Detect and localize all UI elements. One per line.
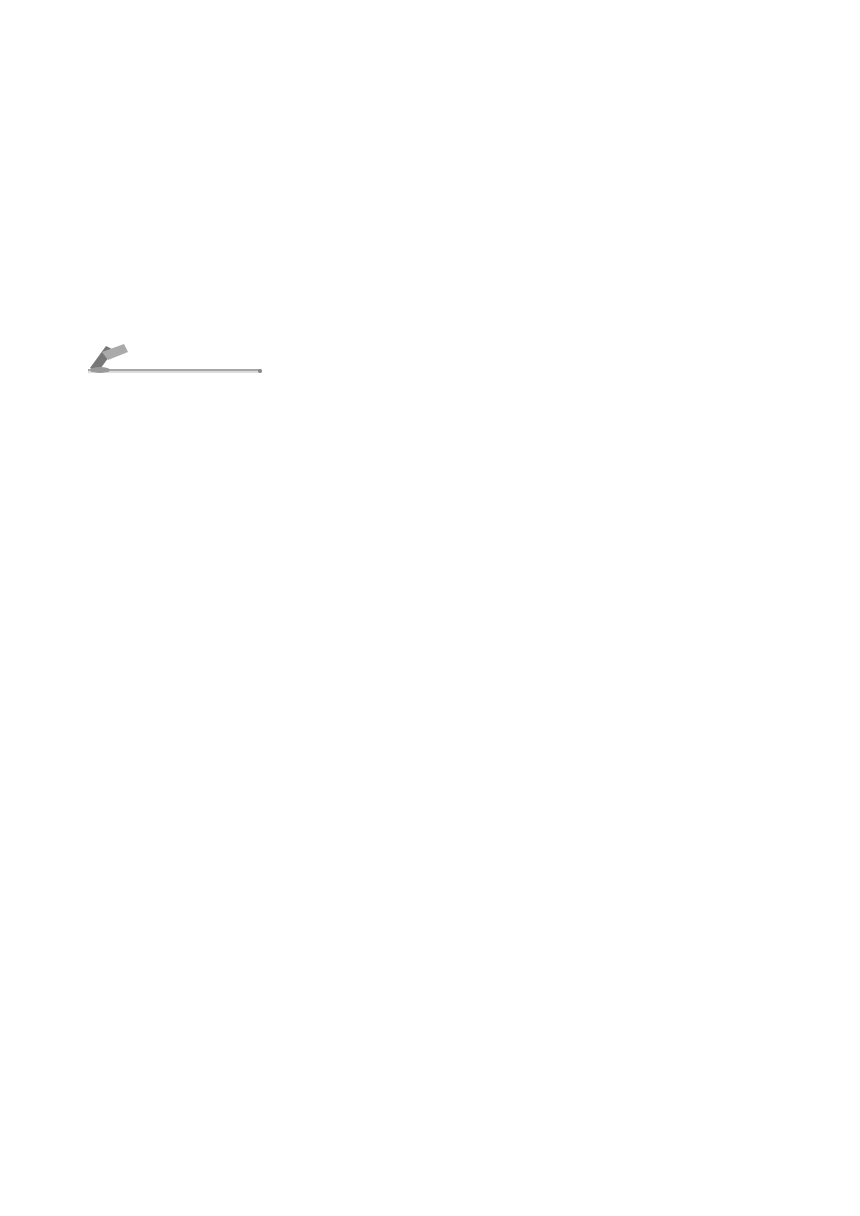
key-points-banner (84, 340, 262, 374)
pen-icon (84, 340, 262, 374)
